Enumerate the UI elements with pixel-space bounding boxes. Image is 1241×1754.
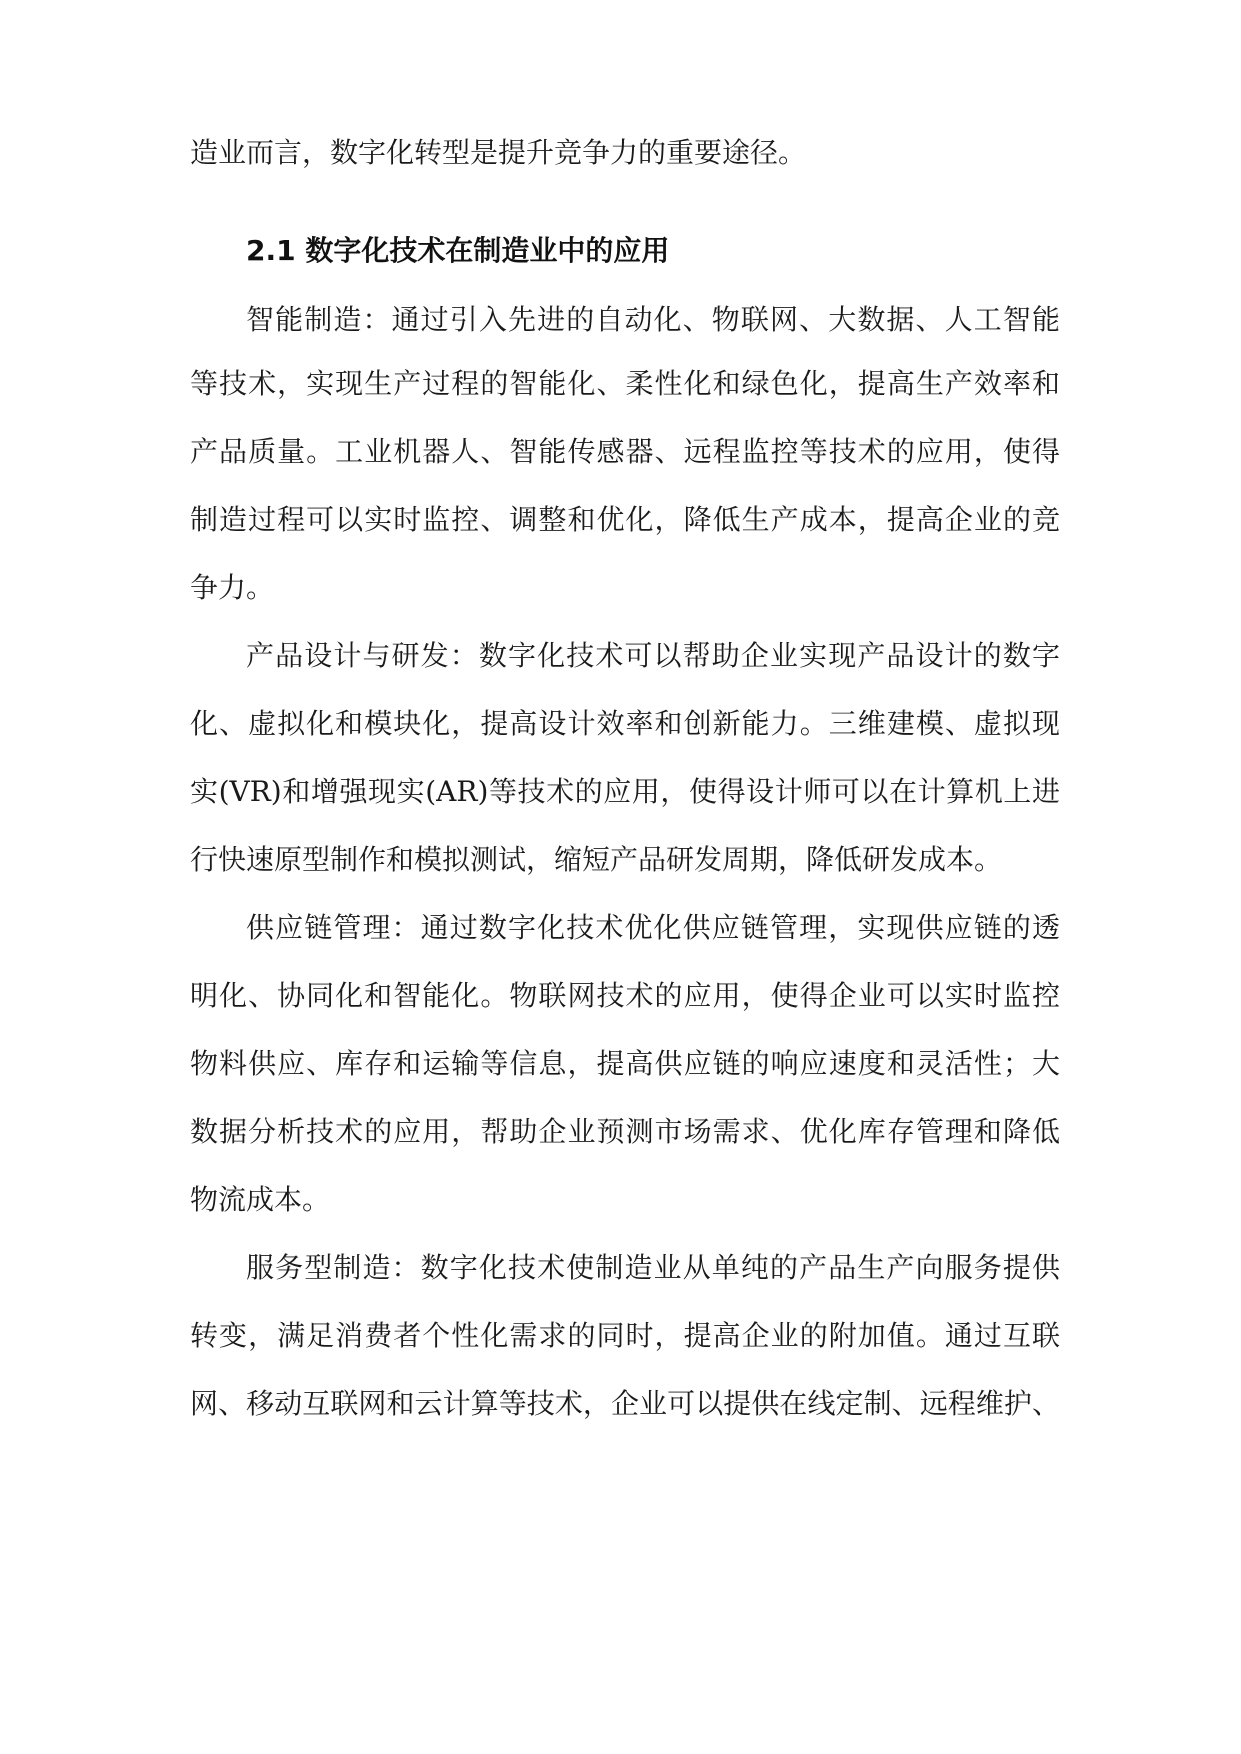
paragraph-line: 制造过程可以实时监控、调整和优化，降低生产成本，提高企业的竞 xyxy=(190,503,1060,536)
paragraph-line: 争力。 xyxy=(190,571,275,604)
paragraph-line: 化、虚拟化和模块化，提高设计效率和创新能力。三维建模、虚拟现 xyxy=(190,707,1060,740)
paragraph-line: 数据分析技术的应用，帮助企业预测市场需求、优化库存管理和降低 xyxy=(190,1115,1060,1148)
paragraph-line: 供应链管理：通过数字化技术优化供应链管理，实现供应链的透 xyxy=(246,911,1060,944)
paragraph-line: 智能制造：通过引入先进的自动化、物联网、大数据、人工智能 xyxy=(246,303,1060,336)
paragraph-line: 产品质量。工业机器人、智能传感器、远程监控等技术的应用，使得 xyxy=(190,435,1060,468)
paragraph-line: 等技术，实现生产过程的智能化、柔性化和绿色化，提高生产效率和 xyxy=(190,367,1060,400)
intro-tail-line: 造业而言，数字化转型是提升竞争力的重要途径。 xyxy=(190,136,807,169)
paragraph-line: 网、移动互联网和云计算等技术，企业可以提供在线定制、远程维护、 xyxy=(190,1387,1060,1420)
paragraph-line: 产品设计与研发：数字化技术可以帮助企业实现产品设计的数字 xyxy=(246,639,1060,672)
section-heading: 2.1 数字化技术在制造业中的应用 xyxy=(246,234,670,267)
paragraph-line: 实(VR)和增强现实(AR)等技术的应用，使得设计师可以在计算机上进 xyxy=(190,775,1060,808)
paragraph-line: 物料供应、库存和运输等信息，提高供应链的响应速度和灵活性；大 xyxy=(190,1047,1060,1080)
paragraph-line: 行快速原型制作和模拟测试，缩短产品研发周期，降低研发成本。 xyxy=(190,843,1003,876)
paragraph-line: 转变，满足消费者个性化需求的同时，提高企业的附加值。通过互联 xyxy=(190,1319,1060,1352)
paragraph-line: 服务型制造：数字化技术使制造业从单纯的产品生产向服务提供 xyxy=(246,1251,1060,1284)
paragraph-line: 明化、协同化和智能化。物联网技术的应用，使得企业可以实时监控 xyxy=(190,979,1060,1012)
paragraph-line: 物流成本。 xyxy=(190,1183,331,1216)
